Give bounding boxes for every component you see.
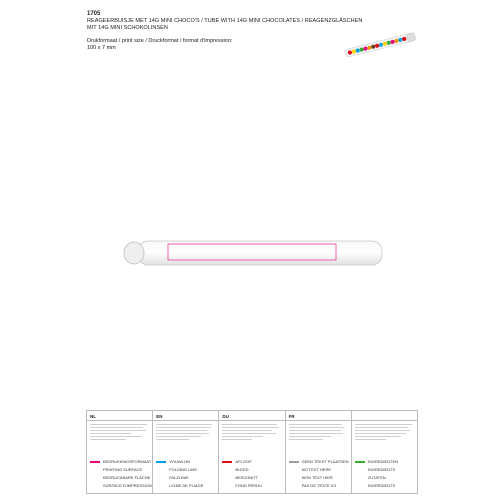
legend-column-en: [152, 411, 218, 493]
folding-line-swatch: [156, 461, 166, 463]
legend-row: VOUWLIJN: [156, 458, 215, 466]
legend-lang-label: FR: [286, 413, 351, 421]
legend-row: AFLOOP: [222, 458, 281, 466]
legend-table: [86, 410, 418, 494]
print-size-value: 100 x 7 mm: [87, 45, 116, 51]
legend-row: FALZLINIE: [169, 475, 189, 480]
legend-row: BESCHNITT: [235, 475, 259, 480]
legend-row: GEEN TEKST PLAATSEN: [289, 458, 348, 466]
print-area-swatch: [90, 461, 100, 463]
legend-row: FOLDING LINE: [169, 467, 197, 472]
legend-row: FOND PERDU: [235, 483, 262, 488]
legend-column-ingredients: [351, 411, 417, 493]
product-title-line-2: MIT 14G MINI SCHOKOLINSEN: [87, 25, 168, 31]
no-text-swatch: [289, 461, 299, 463]
legend-lang-label: NL: [87, 413, 152, 421]
product-thumbnail-image: [340, 30, 420, 60]
test-tube-template: [120, 235, 385, 271]
legend-lang-label: DU: [219, 413, 284, 421]
tube-cap-icon: [124, 242, 144, 264]
legend-row: INGREDIENTEN: [355, 458, 414, 466]
legend-row: INGREDIENTS: [367, 467, 396, 472]
legend-row: BLEED: [235, 467, 249, 472]
legend-row: INGRÉDIENTS: [367, 483, 396, 488]
legend-row: NO TEXT HERE: [301, 467, 332, 472]
legend-row: ZUTATEN: [367, 475, 386, 480]
legend-row: LIGNE DE PLIAGE: [169, 483, 204, 488]
legend-lang-label: EN: [153, 413, 218, 421]
legend-row: PRINTING SURFACE: [103, 467, 143, 472]
legend-fine-print: [90, 424, 149, 452]
legend-row: KEIN TEXT HIER: [301, 475, 333, 480]
legend-row: SURFACE D'IMPRESSION: [103, 483, 152, 488]
bleed-swatch: [222, 461, 232, 463]
legend-column-nl: [87, 411, 152, 493]
legend-row: PAS DE TEXTE ICI: [301, 483, 337, 488]
ingredients-swatch: [355, 461, 365, 463]
product-title-line-1: REAGEERBUISJE MET 14G MINI CHOCO'S / TUBE WITH 14G MINI CHOCOLATES / REAGENZGLÄSCHEN: [87, 18, 363, 24]
legend-row: BEDRUKKINGSFORMAAT: [90, 458, 149, 466]
product-code: 1705: [87, 11, 101, 17]
legend-fine-print: [289, 424, 348, 452]
legend-fine-print: [222, 424, 281, 452]
legend-column-fr: [285, 411, 351, 493]
legend-lang-label: [352, 413, 417, 421]
legend-row: BEDRUCKBARE FLÄCHE: [103, 475, 151, 480]
print-size-label: Drukformaat / print size / Druckformat / format d'impression:: [87, 38, 233, 44]
legend-fine-print: [156, 424, 215, 452]
legend-fine-print: [355, 424, 414, 452]
legend-column-du: [218, 411, 284, 493]
